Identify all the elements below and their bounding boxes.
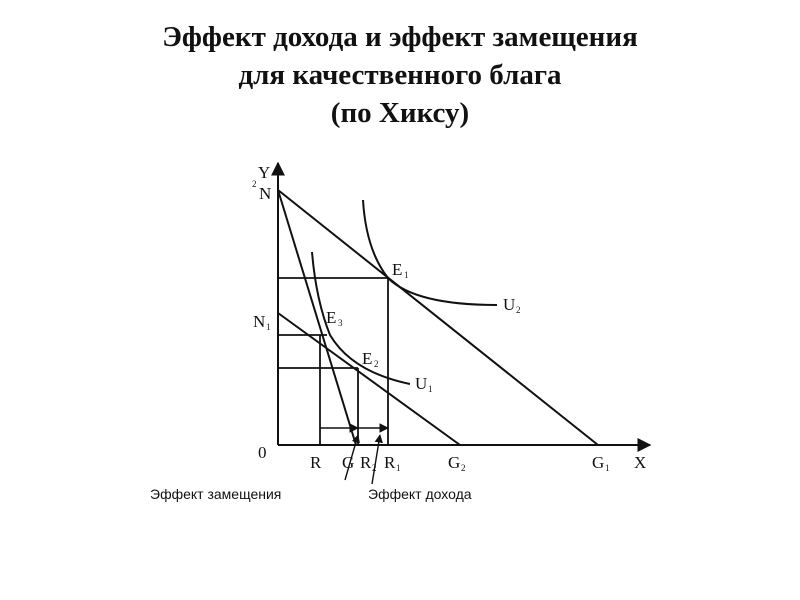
indifference-curve-u2 (363, 200, 497, 305)
budget-line-n1-g2 (278, 313, 460, 445)
point-r1-sub: 1 (396, 463, 401, 473)
point-e2-label: E (362, 349, 373, 368)
curve-u1-sub: 1 (428, 384, 433, 394)
title-line-1: Эффект дохода и эффект замещения (162, 21, 638, 53)
point-e1-label: E (392, 260, 403, 279)
curve-u2-label: U (503, 295, 516, 314)
point-e3-label: E (326, 308, 337, 327)
substitution-effect-caption: Эффект замещения (150, 486, 282, 502)
title-line-2: для качественного блага (238, 59, 562, 91)
curve-u2-sub: 2 (516, 305, 521, 315)
point-r2-sub: 2 (372, 463, 377, 473)
point-e3-sub: 3 (338, 318, 343, 328)
point-n1-label: N (253, 312, 266, 331)
point-g1-sub: 1 (605, 463, 610, 473)
point-n-label: N (259, 184, 272, 203)
y-axis-label: Y (258, 163, 271, 182)
point-e1-sub: 1 (404, 270, 409, 280)
point-n1-sub: 1 (266, 322, 271, 332)
point-g2-sub: 2 (461, 463, 466, 473)
point-r1-label: R (384, 453, 396, 472)
x-axis-label: X (634, 453, 647, 472)
title-line-3: (по Хиксу) (330, 97, 470, 129)
point-g1-label: G (592, 453, 605, 472)
point-r2-label: R (360, 453, 372, 472)
point-g2-label: G (448, 453, 461, 472)
income-effect-caption: Эффект дохода (368, 486, 472, 502)
origin-label: 0 (258, 443, 267, 462)
curve-u1-label: U (415, 374, 428, 393)
point-e2-sub: 2 (374, 359, 379, 369)
point-n-prefix: 2 (252, 179, 257, 189)
budget-line-n-g (278, 190, 356, 445)
point-r-label: R (310, 453, 322, 472)
income-caption-arrow (372, 435, 380, 484)
point-g-label: G (342, 453, 355, 472)
